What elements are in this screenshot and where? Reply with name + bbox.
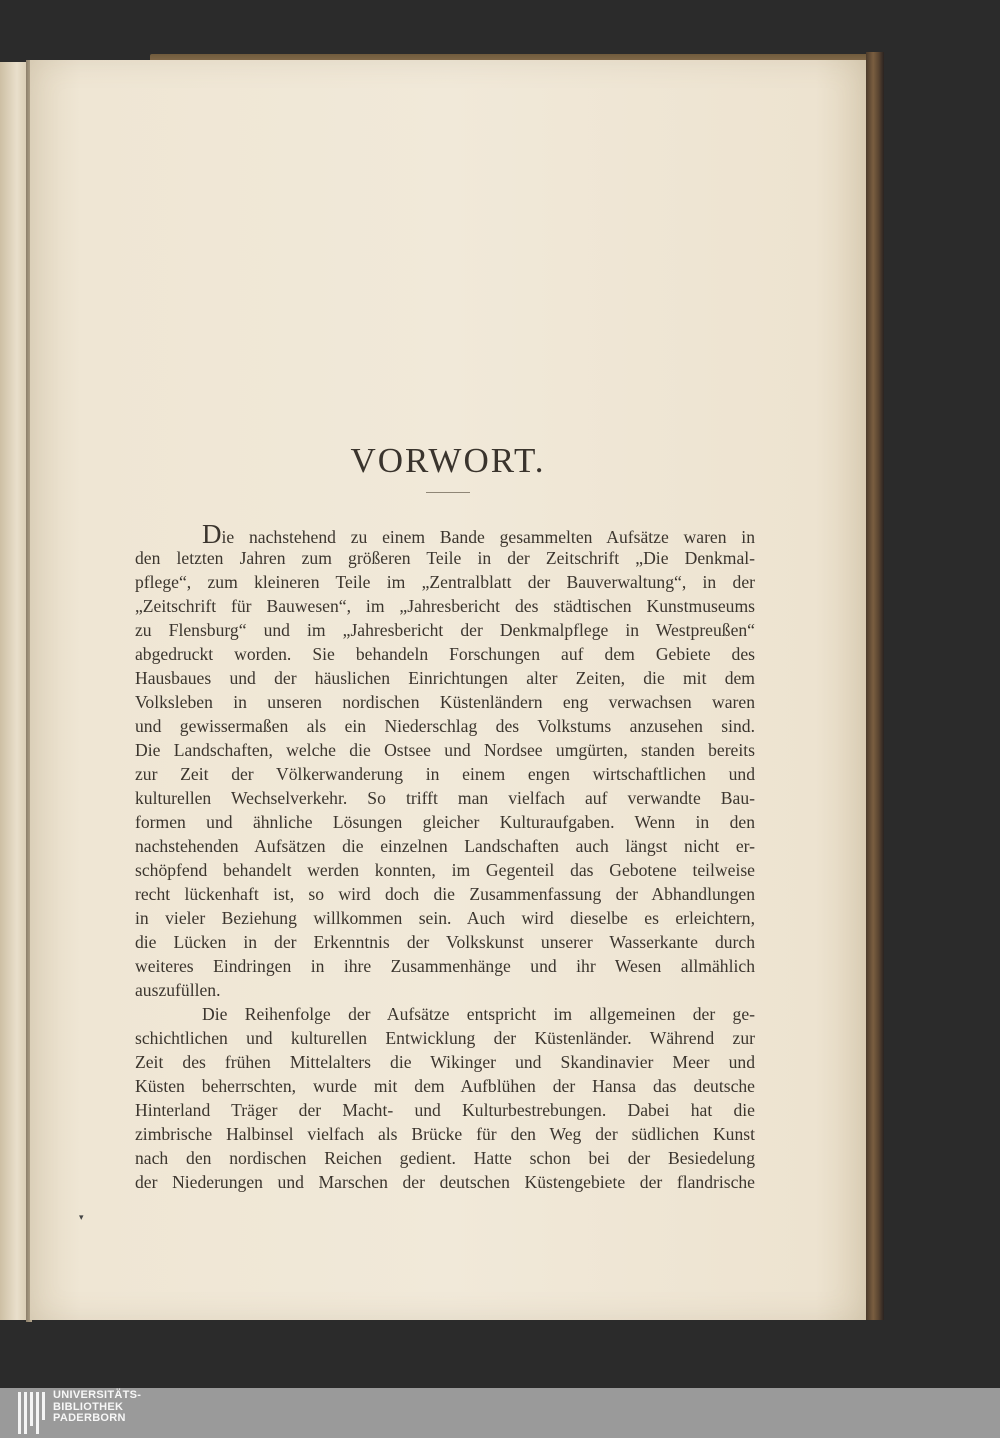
text-line: die Lücken in der Erkenntnis der Volkskunst unserer Wasserkante durch (135, 932, 755, 952)
text-line: nach den nordischen Reichen gedient. Hatte schon bei der Besiedelung (135, 1148, 755, 1168)
text-line: weiteres Eindringen in ihre Zusammenhänge und ihr Wesen allmählich (135, 956, 755, 976)
library-logo-bars-icon (18, 1392, 46, 1434)
text-line: auszufüllen. (135, 980, 221, 1000)
text-line: den letzten Jahren zum größeren Teile in der Zeitschrift „Die Denkmal- (135, 548, 755, 568)
library-name-line: BIBLIOTHEK (53, 1400, 124, 1413)
heading-divider (426, 492, 470, 493)
text-line: Hausbaues und der häuslichen Einrichtungen alter Zeiten, die mit dem (135, 668, 755, 688)
text-line: formen und ähnliche Lösungen gleicher Kulturaufgaben. Wenn in den (135, 812, 755, 832)
text-line: schöpfend behandelt werden konnten, im Gegenteil das Gebotene teilweise (135, 860, 755, 880)
book-cover-right-edge (866, 52, 884, 1320)
text-line: Volksleben in unseren nordischen Küstenländern eng verwachsen waren (135, 692, 755, 712)
text-line: Küsten beherrschten, wurde mit dem Aufblühen der Hansa das deutsche (135, 1076, 755, 1096)
book-page (30, 60, 866, 1320)
library-name-line: UNIVERSITÄTS- (53, 1389, 142, 1401)
text-line: kulturellen Wechselverkehr. So trifft man vielfach auf verwandte Bau- (135, 788, 755, 808)
text-line: der Niederungen und Marschen der deutschen Küstengebiete der flandrische (135, 1172, 755, 1192)
library-name-line: PADERBORN (53, 1412, 126, 1424)
initial-letter: D (202, 519, 222, 549)
text-line: Die nachstehend zu einem Bande gesammelten Aufsätze waren in (202, 519, 755, 549)
library-name (53, 1390, 141, 1425)
text-line: schichtlichen und kulturellen Entwicklung der Küstenländer. Während zur (135, 1028, 755, 1048)
text-line: pflege“, zum kleineren Teile im „Zentralblatt der Bauverwaltung“, in der (135, 572, 755, 592)
text-line: zur Zeit der Völkerwanderung in einem engen wirtschaftlichen und (135, 764, 755, 784)
page-heading: VORWORT. (350, 441, 546, 480)
text-line: in vieler Beziehung willkommen sein. Auch wird dieselbe es erleichtern, (135, 908, 755, 928)
library-footer-bar (0, 1388, 1000, 1438)
body-text (135, 519, 755, 1194)
text-line: zu Flensburg“ und im „Jahresbericht der Denkmalpflege in Westpreußen“ (135, 620, 755, 640)
text-line: „Zeitschrift für Bauwesen“, im „Jahresbericht des städtischen Kunstmuseums (135, 596, 755, 616)
text-line: abgedruckt worden. Sie behandeln Forschungen auf dem Gebiete des (135, 644, 755, 664)
text-line: nachstehenden Aufsätzen die einzelnen Landschaften auch längst nicht er- (135, 836, 755, 856)
text-line: recht lückenhaft ist, so wird doch die Zusammenfassung der Abhandlungen (135, 884, 755, 904)
text-line: zimbrische Halbinsel vielfach als Brücke für den Weg der südlichen Kunst (135, 1124, 755, 1144)
text-line: Zeit des frühen Mittelalters die Wikinger und Skandinavier Meer und (135, 1052, 755, 1072)
page-mark-icon: ▾ (79, 1212, 84, 1222)
text-line: und gewissermaßen als ein Niederschlag des Volkstums anzusehen sind. (135, 716, 755, 736)
text-line: Hinterland Träger der Macht- und Kulturbestrebungen. Dabei hat die (135, 1100, 755, 1120)
text-line: Die Reihenfolge der Aufsätze entspricht im allgemeinen der ge- (202, 1004, 755, 1024)
left-page-edge (0, 62, 28, 1320)
text-line: Die Landschaften, welche die Ostsee und Nordsee umgürten, standen bereits (135, 740, 755, 760)
